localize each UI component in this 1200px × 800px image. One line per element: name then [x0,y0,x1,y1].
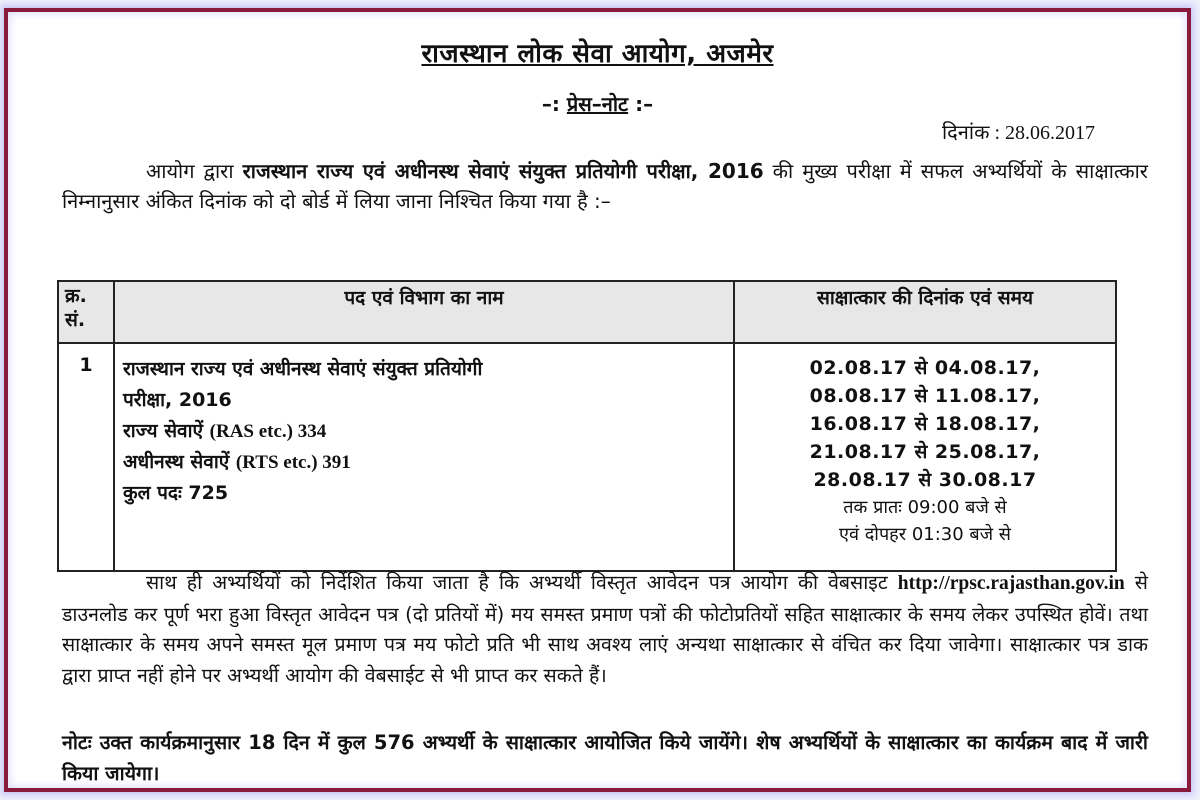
morning-time: तक प्रातः 09:00 बजे से [843,497,1007,518]
intro-rest: की मुख्य परीक्षा में सफल अभ्यर्थियों के साक्षात्कार निम्नानुसार अंकित दिनांक को दो बोर्ड में लिया जाना निश्चित किया गया है :– [62,159,1148,213]
instructions-paragraph: साथ ही अभ्यर्थियों को निर्देशित किया जाता है कि अभ्यर्थी विस्तृत आवेदन पत्र आयोग की वेबसाइट http://rpsc.rajasthan.gov.in से डाउनलोड कर पूर्ण भरा हुआ विस्तृत आवेदन पत्र (दो प्रतियों में) मय समस्त प्रमाण पत्रों की फोटोप्रतियों सहित साक्षात्कार के समय लेकर उपस्थित होवें। तथा साक्षात्कार के समय अपने समस्त मूल प्रमाण पत्र मय फोटो प्रति भी साथ अवश्य लाएं अन्यथा साक्षात्कार से वंचित कर दिया जावेगा। साक्षात्कार पत्र डाक द्वारा प्राप्त नहीं होने पर अभ्यर्थी आयोग की वेबसाईट से भी प्राप्त कर सकते हैं। [62,571,1148,687]
header-serial-no: क्र. सं. [58,281,114,343]
date-value: 28.06.2017 [1005,122,1095,144]
table-row [58,343,1116,571]
header-interview-schedule: साक्षात्कार की दिनांक एवं समय [734,281,1116,343]
row-interview-dates [734,343,1116,571]
interview-schedule-table [57,280,1117,572]
intro-lead: आयोग द्वारा [146,159,243,183]
exam-name: राजस्थान राज्य एवं अधीनस्थ सेवाएं संयुक्त प्रतियोगी परीक्षा, 2016 [242,159,764,183]
document-title: राजस्थान लोक सेवा आयोग, अजमेर [421,39,774,69]
note-paragraph: नोटः उक्त कार्यक्रमानुसार 18 दिन में कुल 576 अभ्यर्थी के साक्षात्कार आयोजित किये जायेंगे। शेष अभ्यर्थियों के साक्षात्कार का कार्यक्रम बाद में जारी किया जायेगा। [62,731,1148,785]
total-posts: कुल पदः 725 [123,482,229,504]
heading-prefix: –: [541,92,567,116]
date-range: 08.08.17 से 11.08.17, [809,385,1041,407]
header-post-department: पद एवं विभाग का नाम [114,281,734,343]
row-serial-no: 1 [58,343,114,571]
row-post-details [114,343,734,571]
date-label: दिनांक [941,122,990,144]
press-note-heading [8,90,1187,117]
date-range: 02.08.17 से 04.08.17, [809,357,1041,379]
website-link[interactable]: http://rpsc.rajasthan.gov.in [897,573,1125,594]
afternoon-time: एवं दोपहर 01:30 बजे से [839,524,1011,545]
heading-suffix: :– [628,92,654,116]
state-services: राज्य सेवाऐं (RAS etc.) 334 [123,420,327,442]
table-header-row [58,281,1116,343]
exam-name-line1: राजस्थान राज्य एवं अधीनस्थ सेवाएं संयुक्त प्रतियोगी [123,358,483,380]
issue-date: दिनांक : 28.06.2017 [941,122,1095,144]
heading-text: प्रेस–नोट [566,92,629,116]
subordinate-services: अधीनस्थ सेवाऐं (RTS etc.) 391 [123,451,351,473]
press-note-frame [4,8,1191,792]
date-range: 28.08.17 से 30.08.17 [813,469,1037,491]
date-range: 21.08.17 से 25.08.17, [809,441,1041,463]
exam-name-line2: परीक्षा, 2016 [123,389,232,411]
date-range: 16.08.17 से 18.08.17, [809,413,1041,435]
intro-paragraph [62,156,1148,216]
